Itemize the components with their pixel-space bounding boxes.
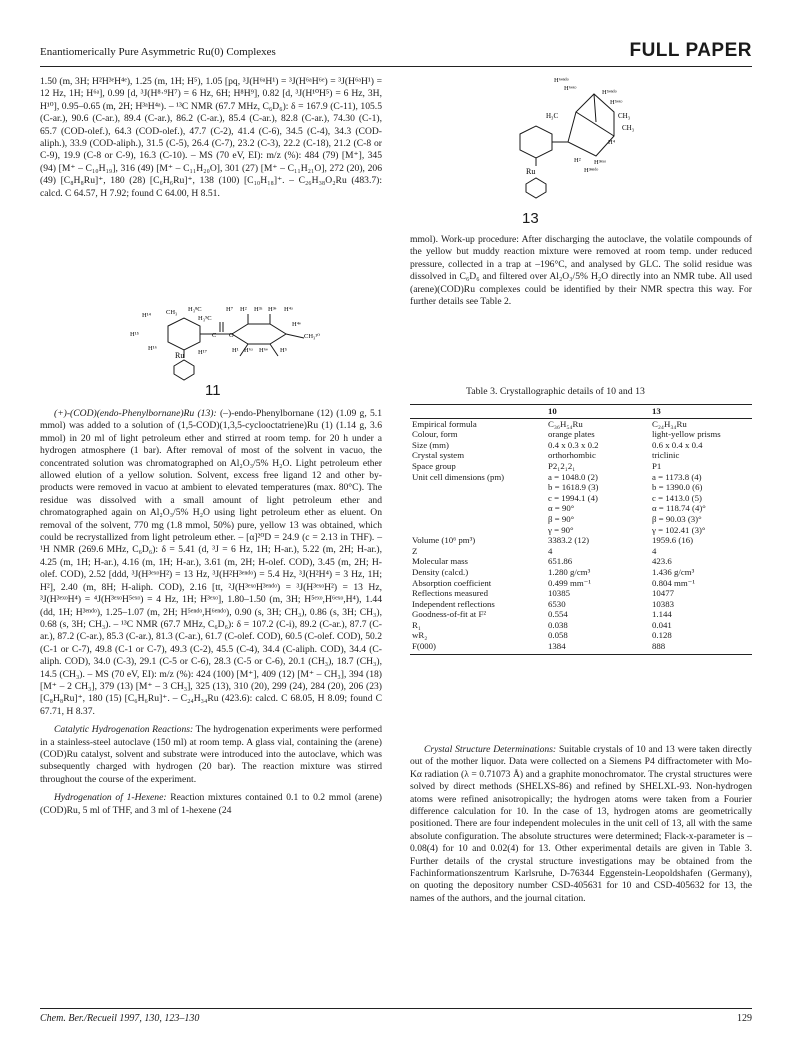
page-header (40, 40, 752, 67)
table-row (410, 599, 752, 610)
table-cell: γ = 102.41 (3)° (652, 524, 706, 535)
table-cell: 6530 (548, 598, 566, 609)
label-h14: H¹⁴ (142, 312, 151, 319)
label-ch3-10: CH₃¹⁰ (304, 333, 320, 340)
table-cell: 10385 (548, 588, 570, 599)
table-cell: 0.058 (548, 630, 568, 641)
table-cell: 0.6 x 0.4 x 0.4 (652, 439, 703, 450)
hydrogenation-text: The hydrogenation experiments were performed in a stainless-steel autoclave (150 ml) at room temp. A glass vial, containing the (arene)(COD)Ru catalyst, solvent and substrate were introduced into the autoclave, which was subsequently charged with hydrogen (20 bar). The reaction mixture was stirred throughout the course of the experiment. (40, 724, 382, 785)
page-number: 129 (737, 1013, 752, 1024)
left-paragraph-2 (40, 408, 382, 817)
table-row-label (410, 503, 546, 514)
ruthenium-label: Ru (175, 351, 185, 360)
phenyl-ring (520, 126, 552, 158)
table-row-label (410, 514, 546, 525)
label-h3c: H₃C (546, 112, 559, 120)
table-row-label: Colour, form (412, 429, 458, 440)
table-row (410, 429, 752, 440)
table-row-label: F(000) (410, 641, 546, 654)
table-cell: 651.86 (548, 556, 573, 567)
label-h7: H⁷ (226, 306, 233, 313)
label-h15: H¹⁵ (130, 331, 139, 338)
table-row (410, 493, 752, 504)
crystal-text: Suitable crystals of 10 and 13 were taken directly out of the mother liquor. Data were collected on a Siemens P4 diffractometer with Mo-Kα radiation (λ = 0.71073 Å) and a graphite monochromator. The crystal structures were solved by direct methods (SHELXS-86) and refined by SHELXL-93. Non-hydrogen atoms were refined anisotropically; the hydrogen atoms were taken from a Fourier difference calculation for 10. In the case of 13, hydrogen atoms are geometrically positioned. There are four independent molecules in the unit cell of 13, all with the same absolute configuration. The absolute structures were determined; Flack-x-parameter is –0.08(4) for 10 and 0.02(4) for 13. Other experimental details are given in Table 3. Further details of the crystal structure investigations may be obtained from the Fachinformationszentrum Karlsruhe, D-76344 Eggenstein-Leopoldshafen (Germany), on quoting the depository number CSD-405631 for 10 and CSD-405632 for 13, the names of the authors, and the journal citation. (410, 744, 752, 904)
label-h6endo: H⁶ᵉⁿᵈᵒ (554, 77, 569, 84)
label-h9c: H₃⁹C (198, 315, 212, 322)
table-row-label (410, 525, 546, 536)
structure-13 (510, 72, 650, 212)
label-o: O (229, 332, 234, 339)
label-h1: H¹ (232, 347, 239, 354)
label-ch3: CH₃ (166, 309, 178, 316)
table-row-label (410, 493, 546, 504)
table-row-label: Z (412, 545, 418, 556)
table-cell: a = 1173.8 (4) (652, 471, 702, 482)
label-h4a: H⁴ᵃ (284, 306, 293, 313)
synthesis-13-text: (–)-endo-Phenylbornane (12) (1.09 g, 5.1 mmol) was added to a solution of (1,5-COD)(1,3,5-cyclooctatriene)Ru (1) (1.14 g, 3.6 mmol) in 20 ml of light petroleum ether and stirred at room temp. for 20 h under a hydrogen atmosphere (1 bar). After removal of most of the solvent in vacuo, the concentrated solution was chromatographed on Al₂O₃/5% H₂O. Light petroleum ether allowed elution of a yellow solution. Solvent, excess free ligand 12 and other by-products were removed in vacuo at ambient to elevated temperatures (max. 80°C). The residue was dissolved with a small amount of light petroleum ether and chromatographed again on Al₂O₃/5% H₂O using light petroleum ether as eluent. On removal of the solvent, 770 mg (1.8 mmol, 50%) pure, yellow 13 was obtained, which could be recrystallized from light petroleum ether. – [α]²⁰D = 24.9 (c = 2.13 in THF). – ¹H NMR (269.6 MHz, C₆D₆): δ = 5.41 (d, ³J = 6 Hz, 1H; H-ar.), 5.22 (m, 2H; H-ar.), 4.25 (m, 1H; H-ar.), 4.16 (m, 1H; H-ar.), 3.61 (m, 2H; H-olef. COD), 3.45 (m, 2H; H-olef. COD), 2.52 [ddd, ³J(H³ᵉˣᵒH²) = 13 Hz, ³J(H²H³ᵉⁿᵈᵒ) = 5.4 Hz, ³J(H²H⁴) = 3 Hz, 1H; H²], 2.40 (m, 8H; H-aliph. COD), 2.16 [tt, ²J(H³ᵉˣᵒH³ᵉⁿᵈᵒ) = ³J(H³ᵉˣᵒH²) = 13 Hz, ³J(H³ᵉˣᵒH⁴) = ⁴J(H³ᵉˣᵒH⁵ᵉˣᵒ) = 4 Hz, 1H; H³ᵉˣᵒ], 1.80–1.50 (m, 3H; H⁵ᵉˣᵒ,H⁶ᵉˣᵒ,H⁴), 1.44 (dd, 1H; H³ᵉⁿᵈᵒ), 1.25–1.07 (m, 2H; H⁵ᵉⁿᵈᵒ,H⁶ᵉⁿᵈᵒ), 0.90 (s, 3H; CH₃), 0.86 (s, 3H; CH₃), 0.68 (s, 3H; CH₃). – ¹³C NMR (67.7 MHz, C₆D₆): δ = 107.2 (C-i), 89.2 (C-ar.), 87.7 (C-ar.), 87.2 (C-ar.), 85.3 (C-ar.), 81.3 (C-ar.), 61.7 (C-olef. COD), 60.5 (C-olef. COD), 50.2 (C-1 or C-7), 49.8 (C-1 or C-7), 49.3 (C-2), 45.5 (C-4), 34.4 (C-aliph. COD), 34.4 (C-aliph. COD), 34.0 (C-3), 29.1 (C-5 or C-6), 28.3 (C-5 or C-6), 20.1 (CH₃), 18.7 (CH₃), 14.5 (CH₃). – MS (70 eV, EI): m/z (%): 424 (100) [M⁺], 409 (12) [M⁺ – CH₃], 394 (18) [M⁺ – 2 CH₃], 379 (13) [M⁺ – 3 CH₃], 325 (13), 310 (20), 299 (24), 284 (20), 206 (23) [C₈H₈Ru]⁺, 180 (15) [C₆H₆Ru]⁺. – C₂₄H₃₄Ru (423.6): calcd. C 68.05, H 8.09; found C 67.71, H 8.37. (40, 408, 382, 717)
table-cell: 10383 (652, 598, 674, 609)
table-cell: 0.041 (652, 619, 672, 630)
table-cell: 1.280 g/cm³ (548, 566, 591, 577)
table-cell: 1.436 g/cm³ (652, 566, 695, 577)
label-h2: H² (240, 306, 247, 313)
table-cell: P1 (652, 460, 662, 471)
table-row (410, 450, 752, 461)
cod-ligand-13 (526, 178, 546, 198)
table-row-label: wR₂ (412, 630, 428, 641)
table-row (410, 630, 752, 641)
table-row (410, 472, 752, 483)
table-cell: 423.6 (652, 556, 672, 567)
cod-ligand (174, 360, 194, 380)
table-cell: orthorhombic (548, 450, 596, 461)
table-cell: light-yellow prisms (652, 429, 721, 440)
table-row (410, 620, 752, 631)
table-cell: 4 (548, 545, 553, 556)
table-cell: α = 118.74 (4)° (652, 503, 706, 514)
table-row-label: Reflections measured (412, 588, 488, 599)
label-h6exo: H⁶ᵉˣᵒ (564, 85, 577, 92)
table-row-label: Empirical formula (412, 418, 477, 429)
table-cell: 0.4 x 0.3 x 0.2 (548, 439, 599, 450)
table-row (410, 546, 752, 557)
label-h5: H⁵ (280, 347, 287, 354)
structure-11 (128, 304, 338, 382)
table-cell: 888 (650, 641, 752, 654)
label-h5exo: H⁵ᵉˣᵒ (610, 99, 623, 106)
table-row-label: Density (calcd.) (412, 566, 469, 577)
table-cell: 4 (652, 545, 657, 556)
table-row (410, 525, 752, 536)
crystallographic-table (410, 404, 752, 655)
ruthenium-label-13: Ru (526, 167, 536, 176)
table-row-label: Space group (412, 460, 456, 471)
right-paragraph-2 (410, 744, 752, 905)
table-row-label: Absorption coefficient (412, 577, 492, 588)
table-cell: 3383.2 (12) (548, 535, 590, 546)
table-row-label: Unit cell dimensions (pm) (412, 471, 505, 482)
structure-11-drawing (128, 304, 338, 382)
table-cell: a = 1048.0 (2) (548, 471, 598, 482)
table-row (410, 503, 752, 514)
crystal-heading: Crystal Structure Determinations: (424, 744, 557, 755)
label-h16: H¹⁶ (148, 345, 157, 352)
compound-13-label: 13 (522, 210, 539, 227)
table-row-label: Independent reflections (412, 598, 495, 609)
table-cell: 10477 (652, 588, 674, 599)
table-cell: 0.804 mm⁻¹ (652, 577, 695, 588)
hydrogenation-heading: Catalytic Hydrogenation Reactions: (54, 724, 194, 736)
table-cell: 1.144 (652, 609, 672, 620)
table-row-label: Molecular mass (412, 556, 468, 567)
table-row (410, 578, 752, 589)
label-h4e: H⁴ᵉ (292, 321, 301, 328)
table-cell: P2₁2₁2₁ (548, 460, 576, 471)
table-row-label: Crystal system (412, 450, 465, 461)
hexene-heading: Hydrogenation of 1-Hexene: (54, 792, 167, 804)
table-cell: β = 90° (548, 513, 575, 524)
table-cell: γ = 90° (548, 524, 574, 535)
table-cell: triclinic (652, 450, 680, 461)
journal-citation: Chem. Ber./Recueil 1997, 130, 123–130 (40, 1013, 200, 1024)
table-cell: 0.499 mm⁻¹ (548, 577, 591, 588)
table-row (410, 641, 752, 654)
table-header-10: 10 (546, 405, 650, 419)
table-row-label: Size (mm) (412, 439, 449, 450)
label-carbonyl-c: C (212, 332, 217, 339)
hexene-text: Reaction mixtures contained 0.1 to 0.2 mmol (arene)(COD)Ru, 5 ml of THF, and 3 ml of 1-hexene (24 (40, 792, 382, 816)
label-h6a: H⁶ᵃ (244, 347, 253, 354)
arene-ring (168, 318, 200, 350)
table-cell: 0.038 (548, 619, 568, 630)
compound-13-heading: (+)-(COD)(endo-Phenylbornane)Ru (13): (54, 408, 217, 419)
table-cell: C₂₄H₃₄Ru (652, 418, 687, 429)
table-row (410, 514, 752, 525)
table-cell: β = 90.03 (3)° (652, 513, 702, 524)
table-row-label: Volume (10⁶ pm³) (412, 535, 476, 546)
label-h3a: H³ᵃ (254, 306, 263, 313)
table-cell: c = 1413.0 (5) (652, 492, 702, 503)
structure-13-drawing (510, 72, 650, 212)
label-h8c: H₃⁸C (188, 306, 202, 313)
nmr-data-text: 1.50 (m, 3H; H²H³ᵉH⁴ᵉ), 1.25 (m, 1H; H⁵), 1.05 [pq, ³J(H⁶ᵃH¹) = ³J(H⁶ᵃH⁶ᵉ) = ³J(H⁶ᵃH¹) = 12 Hz, 1H; H⁶ᵃ], 0.99 [d, ³J(H⁸·⁹H⁷) = 6 Hz, 6H; H⁸H⁹], 0.82 [d, ³J(H¹⁰H⁵) = 6 Hz, 3H, H¹⁰], 0.95–0.65 (m, 2H; H³ᵃH⁴ᵃ). – ¹³C NMR (67.7 MHz, C₆D₆): δ = 167.9 (C-11), 105.5 (C-ar.), 90.6 (C-ar.), 89.4 (C-ar.), 86.2 (C-ar.), 85.4 (C-ar.), 82.8 (C-ar.), 74.30 (C-1), 65.7 (COD-olef.), 64.3 (COD-olef.), 47.7 (C-2), 41.4 (C-6), 34.5 (C-4), 34.3 (COD-aliph.), 33.9 (COD-aliph.), 31.5 (C-5), 26.4 (C-7), 23.2 (C-3), 22.2 (C-18), 21.2 (C-8 or C-9), 19.9 (C-8 or C-9), 16.3 (C-10). – MS (70 eV, EI): m/z (%): 484 (79) [M⁺], 345 (94) [M⁺ – C₁₀H₁₉], 316 (49) [M⁺ – C₁₁H₂₀O], 301 (27) [M⁺ – C₁₁H₂₁O], 272 (20), 206 (49) [C₈H₈Ru]⁺, 180 (28) [C₆H₆Ru]⁺, 138 (100) [C₁₀H₁₈]⁺. – C₂₆H₃₈O₂Ru (483.7): calcd. C 64.57, H 7.92; found C 64.00, H 8.51. (40, 76, 382, 199)
table-row (410, 556, 752, 567)
label-h4: H⁴ (608, 139, 615, 146)
label-h3exo: H³ᵉˣᵒ (594, 159, 607, 166)
left-paragraph-1 (40, 76, 382, 200)
label-ch3-b: CH₃ (622, 124, 635, 132)
table-row (410, 535, 752, 546)
table-row (410, 440, 752, 451)
page-footer (40, 1008, 752, 1027)
label-h3endo: H³ᵉⁿᵈᵒ (584, 167, 599, 174)
compound-11-label: 11 (205, 382, 221, 399)
table-header-13: 13 (650, 405, 752, 419)
table-row-label: Goodness-of-fit at F² (412, 609, 486, 620)
table-cell: 0.554 (548, 609, 568, 620)
table-cell: C₃₆H₅₄Ru (548, 418, 583, 429)
article-type: FULL PAPER (629, 40, 752, 61)
table-row (410, 567, 752, 578)
table-row-label: R₁ (412, 619, 421, 630)
label-h5endo: H⁵ᵉⁿᵈᵒ (602, 89, 617, 96)
table-cell: 1384 (546, 641, 650, 654)
table-cell: b = 1390.0 (6) (652, 482, 703, 493)
table-row-label (410, 482, 546, 493)
table-row (410, 609, 752, 620)
table-cell: b = 1618.9 (3) (548, 482, 599, 493)
table-caption: Table 3. Crystallographic details of 10 and 13 (466, 386, 645, 397)
label-h17: H¹⁷ (198, 349, 207, 356)
running-title: Enantiomerically Pure Asymmetric Ru(0) Complexes (40, 46, 276, 58)
label-ch3-a: CH₃ (618, 112, 631, 120)
right-paragraph-1 (410, 234, 752, 308)
table-cell: orange plates (548, 429, 595, 440)
table-row (410, 418, 752, 429)
table-row (410, 588, 752, 599)
label-h3e: H³ᵉ (268, 306, 277, 313)
table-cell: 0.128 (652, 630, 672, 641)
table-cell: c = 1994.1 (4) (548, 492, 598, 503)
crystallographic-table-body (410, 418, 752, 654)
table-cell: α = 90° (548, 503, 575, 514)
table-row (410, 482, 752, 493)
label-h2-13: H² (574, 157, 581, 164)
workup-text: mmol). Work-up procedure: After discharging the autoclave, the volatile compounds of the yellow but muddy reaction mixture were removed at room temp. under reduced pressure, collected in a trap at –196°C, and analysed by GLC. The solid residue was dissolved in C₆D₆ and filtered over Al₂O₃/5% H₂O directly into an NMR tube. All used (arene)(COD)Ru complexes could be identified by their NMR spectra this way. For further details see Table 2. (410, 234, 752, 308)
table-row (410, 461, 752, 472)
label-h6e: H⁶ᵉ (259, 347, 268, 354)
table-cell: 1959.6 (16) (652, 535, 694, 546)
table-header-empty (410, 405, 546, 419)
